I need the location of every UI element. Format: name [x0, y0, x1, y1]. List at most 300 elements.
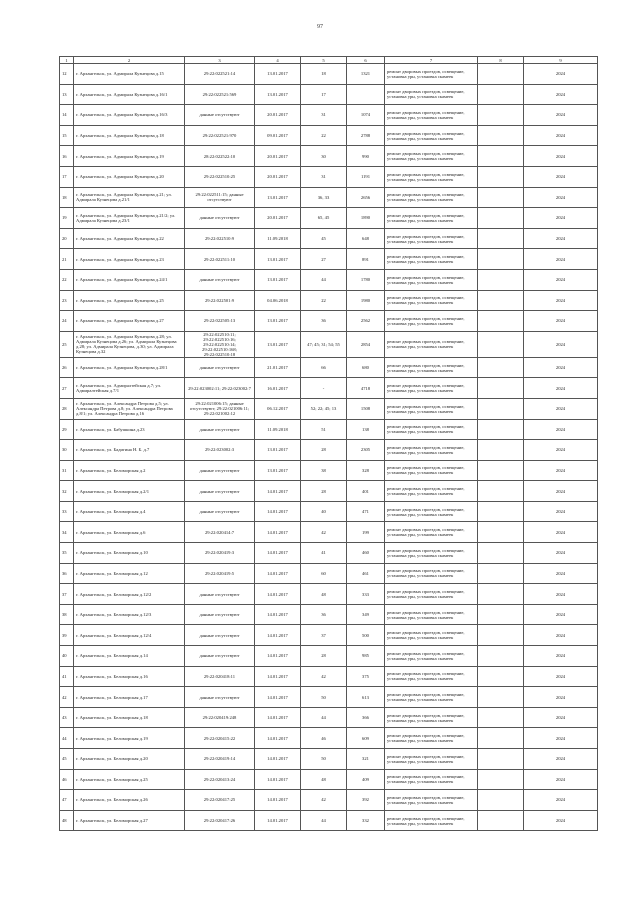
cell-wear-percent: 44 [301, 707, 347, 728]
cell-row-number: 40 [60, 646, 74, 667]
cell-date: 20.01.2017 [255, 146, 301, 167]
cell-date: 20.01.2017 [255, 208, 301, 229]
cell-row-number: 22 [60, 269, 74, 290]
cell-works: ремонт дворовых проездов, освещение, установка урн, установка скамеек [385, 707, 478, 728]
cell-year: 2024 [524, 419, 598, 440]
cell-note [478, 290, 524, 311]
table-row [60, 440, 598, 461]
cell-address: г. Архангельск, ул. Адмирала Кузнецова д.28; ул. Адмирала Кузнецова д.26; ул. Адмирала Кузнецова д.28; ул. Адмирала Кузнецова, д.30; ул. Адмирала Кузнецова д.32 [74, 331, 185, 357]
cell-cadastral-number: 29:22:020417:26 [185, 810, 255, 831]
cell-area: 409 [347, 769, 385, 790]
cell-row-number: 37 [60, 584, 74, 605]
cell-address: г. Архангельск, ул. Адмирала Кузнецова д.23 [74, 249, 185, 270]
cell-works: ремонт дворовых проездов, освещение, установка урн, установка скамеек [385, 187, 478, 208]
cell-year: 2024 [524, 604, 598, 625]
cell-year: 2024 [524, 249, 598, 270]
cell-works: ремонт дворовых проездов, освещение, установка урн, установка скамеек [385, 357, 478, 378]
cell-cadastral-number: 29:22:022511:10 [185, 249, 255, 270]
cell-year: 2024 [524, 728, 598, 749]
cell-cadastral-number: 29:22:023002:11; 29:22:023002:7 [185, 378, 255, 399]
cell-year: 2024 [524, 666, 598, 687]
cell-area: 2305 [347, 440, 385, 461]
cell-cadastral-number: данные отсутствуют [185, 687, 255, 708]
cell-year: 2024 [524, 311, 598, 332]
cell-cadastral-number: 29:22:022521:970 [185, 125, 255, 146]
cell-date: 11.09.2018 [255, 228, 301, 249]
cell-wear-percent: 30 [301, 146, 347, 167]
cell-year: 2024 [524, 228, 598, 249]
cell-row-number: 32 [60, 481, 74, 502]
cell-address: г. Архангельск, ул. Адмирала Кузнецова д.18 [74, 125, 185, 146]
cell-cadastral-number: 29:22:022505:13 [185, 311, 255, 332]
cell-note [478, 208, 524, 229]
cell-works: ремонт дворовых проездов, освещение, установка урн, установка скамеек [385, 125, 478, 146]
cell-address: г. Архангельск, ул. Беломорская д.10 [74, 543, 185, 564]
cell-works: ремонт дворовых проездов, освещение, установка урн, установка скамеек [385, 64, 478, 85]
cell-area: 609 [347, 728, 385, 749]
cell-works: ремонт дворовых проездов, освещение, установка урн, установка скамеек [385, 269, 478, 290]
table-header-row [60, 57, 598, 64]
cell-address: г. Архангельск, ул. Беломорская д.12 [74, 563, 185, 584]
cell-year: 2024 [524, 84, 598, 105]
table-row [60, 501, 598, 522]
cell-note [478, 460, 524, 481]
cell-area: 1508 [347, 398, 385, 419]
cell-year: 2024 [524, 543, 598, 564]
cell-row-number: 45 [60, 749, 74, 770]
table-row [60, 790, 598, 811]
table-row [60, 707, 598, 728]
cell-address: г. Архангельск, ул. Беломорская д.19 [74, 728, 185, 749]
cell-note [478, 146, 524, 167]
cell-wear-percent: 28 [301, 646, 347, 667]
table-row [60, 687, 598, 708]
cell-cadastral-number: 29:22:020414:7 [185, 522, 255, 543]
cell-works: ремонт дворовых проездов, освещение, установка урн, установка скамеек [385, 646, 478, 667]
cell-note [478, 187, 524, 208]
cell-works: ремонт дворовых проездов, освещение, установка урн, установка скамеек [385, 460, 478, 481]
cell-row-number: 30 [60, 440, 74, 461]
cell-note [478, 228, 524, 249]
cell-wear-percent: 60 [301, 563, 347, 584]
cell-area: 461 [347, 563, 385, 584]
cell-address: г. Архангельск, ул. Адмирала Кузнецова д.24/1 [74, 269, 185, 290]
table-row [60, 187, 598, 208]
cell-address: г. Архангельск, ул. Адмирала Кузнецова д.21/2; ул. Адмирала Кузнецова д.23/1 [74, 208, 185, 229]
cell-area: 1890 [347, 208, 385, 229]
cell-note [478, 584, 524, 605]
column-header-9: 9 [524, 57, 598, 64]
cell-address: г. Архангельск, ул. Беломорская д.17 [74, 687, 185, 708]
column-header-1: 1 [60, 57, 74, 64]
cell-address: г. Архангельск, ул. Адмирала Кузнецова д.16/3 [74, 105, 185, 126]
cell-cadastral-number: 29:22:020418:11 [185, 666, 255, 687]
cell-row-number: 44 [60, 728, 74, 749]
cell-note [478, 64, 524, 85]
cell-year: 2024 [524, 64, 598, 85]
column-header-4: 4 [255, 57, 301, 64]
cell-area: 4718 [347, 378, 385, 399]
cell-row-number: 35 [60, 543, 74, 564]
cell-note [478, 666, 524, 687]
cell-note [478, 481, 524, 502]
cell-area: 471 [347, 501, 385, 522]
cell-row-number: 31 [60, 460, 74, 481]
table-row [60, 666, 598, 687]
cell-works: ремонт дворовых проездов, освещение, установка урн, установка скамеек [385, 501, 478, 522]
cell-area: 990 [347, 146, 385, 167]
cell-year: 2024 [524, 269, 598, 290]
cell-works: ремонт дворовых проездов, освещение, установка урн, установка скамеек [385, 749, 478, 770]
cell-date: 13.01.2017 [255, 84, 301, 105]
cell-date: 14.01.2017 [255, 810, 301, 831]
cell-year: 2024 [524, 707, 598, 728]
cell-area: 138 [347, 419, 385, 440]
cell-works: ремонт дворовых проездов, освещение, установка урн, установка скамеек [385, 481, 478, 502]
table-row [60, 269, 598, 290]
cell-cadastral-number: 29:22:020417:25 [185, 790, 255, 811]
cell-note [478, 105, 524, 126]
column-header-5: 5 [301, 57, 347, 64]
cell-wear-percent: 17 [301, 84, 347, 105]
cell-cadastral-number: 29:22:022521:14 [185, 64, 255, 85]
cell-works: ремонт дворовых проездов, освещение, установка урн, установка скамеек [385, 166, 478, 187]
cell-date: 14.01.2017 [255, 769, 301, 790]
page-number: 97 [317, 24, 323, 30]
cell-works: ремонт дворовых проездов, освещение, установка урн, установка скамеек [385, 398, 478, 419]
cell-cadastral-number: 29:22:022510:25 [185, 166, 255, 187]
cell-address: г. Архангельск, ул. Беломорская д.6 [74, 522, 185, 543]
cell-note [478, 440, 524, 461]
cell-address: г. Архангельск, ул. Бадигина Н. Б. д.7 [74, 440, 185, 461]
cell-date: 14.01.2017 [255, 481, 301, 502]
cell-wear-percent: 66 [301, 357, 347, 378]
table-row [60, 810, 598, 831]
cell-wear-percent: 41 [301, 543, 347, 564]
table-row [60, 563, 598, 584]
table-row [60, 419, 598, 440]
cell-date: 13.01.2017 [255, 311, 301, 332]
cell-area: 2562 [347, 311, 385, 332]
cell-area: 392 [347, 790, 385, 811]
table-row [60, 646, 598, 667]
cell-area: 1780 [347, 269, 385, 290]
cell-note [478, 419, 524, 440]
cell-area: 1980 [347, 290, 385, 311]
cell-address: г. Архангельск, ул. Адмирала Кузнецова д.20 [74, 166, 185, 187]
cell-date: 11.09.2018 [255, 419, 301, 440]
cell-works: ремонт дворовых проездов, освещение, установка урн, установка скамеек [385, 604, 478, 625]
cell-wear-percent: 22 [301, 290, 347, 311]
cell-year: 2024 [524, 501, 598, 522]
cell-area: 332 [347, 810, 385, 831]
cell-wear-percent: 18 [301, 64, 347, 85]
cell-address: г. Архангельск, ул. Беломорская д.18 [74, 707, 185, 728]
cell-row-number: 21 [60, 249, 74, 270]
cell-wear-percent: 42 [301, 666, 347, 687]
table-row [60, 728, 598, 749]
cell-row-number: 36 [60, 563, 74, 584]
cell-cadastral-number: 29:22:020419:5 [185, 563, 255, 584]
cell-date: 13.01.2017 [255, 187, 301, 208]
cell-date: 14.01.2017 [255, 646, 301, 667]
cell-note [478, 166, 524, 187]
cell-address: г. Архангельск, ул. Беломорская д.26 [74, 790, 185, 811]
cell-date: 14.01.2017 [255, 707, 301, 728]
cell-date: 06.12.2017 [255, 398, 301, 419]
cell-cadastral-number: 29:22:022501:9 [185, 290, 255, 311]
cell-date: 14.01.2017 [255, 563, 301, 584]
cell-note [478, 522, 524, 543]
cell-note [478, 687, 524, 708]
cell-year: 2024 [524, 460, 598, 481]
cell-address: г. Архангельск, ул. Беломорская д.25 [74, 769, 185, 790]
cell-wear-percent: 31 [301, 166, 347, 187]
cell-address: г. Архангельск, ул. Беломорская д.2/1 [74, 481, 185, 502]
cell-wear-percent: 65, 45 [301, 208, 347, 229]
table-row [60, 604, 598, 625]
cell-year: 2024 [524, 481, 598, 502]
cell-area: 891 [347, 249, 385, 270]
cell-cadastral-number: данные отсутствуют [185, 604, 255, 625]
cell-works: ремонт дворовых проездов, освещение, установка урн, установка скамеек [385, 378, 478, 399]
cell-area [347, 84, 385, 105]
cell-area: 985 [347, 646, 385, 667]
cell-row-number: 41 [60, 666, 74, 687]
cell-cadastral-number: данные отсутствуют [185, 269, 255, 290]
cell-row-number: 17 [60, 166, 74, 187]
cell-works: ремонт дворовых проездов, освещение, установка урн, установка скамеек [385, 810, 478, 831]
cell-year: 2024 [524, 646, 598, 667]
cell-date: 14.01.2017 [255, 790, 301, 811]
cell-date: 13.01.2017 [255, 460, 301, 481]
cell-wear-percent: 50 [301, 687, 347, 708]
cell-works: ремонт дворовых проездов, освещение, установка урн, установка скамеек [385, 311, 478, 332]
table-row [60, 460, 598, 481]
cell-row-number: 38 [60, 604, 74, 625]
table-row [60, 290, 598, 311]
cell-row-number: 43 [60, 707, 74, 728]
cell-works: ремонт дворовых проездов, освещение, установка урн, установка скамеек [385, 728, 478, 749]
cell-date: 14.01.2017 [255, 604, 301, 625]
cell-note [478, 269, 524, 290]
cell-address: г. Архангельск, ул. Беломорская д.14 [74, 646, 185, 667]
cell-address: г. Архангельск, ул. Адмиралтейская д.7; ул. Адмиралтейская д.7/1 [74, 378, 185, 399]
table-row [60, 105, 598, 126]
cell-note [478, 707, 524, 728]
cell-area: 321 [347, 749, 385, 770]
cell-wear-percent: 44 [301, 810, 347, 831]
cell-note [478, 249, 524, 270]
table-row [60, 481, 598, 502]
cell-cadastral-number: данные отсутствуют [185, 460, 255, 481]
cell-row-number: 46 [60, 769, 74, 790]
cell-note [478, 625, 524, 646]
cell-date: 14.01.2017 [255, 501, 301, 522]
cell-year: 2024 [524, 522, 598, 543]
cell-row-number: 20 [60, 228, 74, 249]
cell-wear-percent: 36, 33 [301, 187, 347, 208]
cell-works: ремонт дворовых проездов, освещение, установка урн, установка скамеек [385, 625, 478, 646]
cell-cadastral-number: 29:22:020413:24 [185, 769, 255, 790]
cell-works: ремонт дворовых проездов, освещение, установка урн, установка скамеек [385, 543, 478, 564]
cell-year: 2024 [524, 187, 598, 208]
cell-row-number: 33 [60, 501, 74, 522]
cell-date: 13.01.2017 [255, 331, 301, 357]
cell-cadastral-number: 29:22:022521:569 [185, 84, 255, 105]
column-header-7: 7 [385, 57, 478, 64]
cell-note [478, 378, 524, 399]
cell-row-number: 16 [60, 146, 74, 167]
column-header-6: 6 [347, 57, 385, 64]
cell-address: г. Архангельск, ул. Адмирала Кузнецова д.22 [74, 228, 185, 249]
cell-address: г. Архангельск, ул. Адмирала Кузнецова д.21; ул. Адмирала Кузнецова д.21/1 [74, 187, 185, 208]
cell-area: 1191 [347, 166, 385, 187]
cell-area: 349 [347, 604, 385, 625]
cell-works: ремонт дворовых проездов, освещение, установка урн, установка скамеек [385, 790, 478, 811]
cell-wear-percent: 42 [301, 522, 347, 543]
cell-cadastral-number: данные отсутствуют [185, 584, 255, 605]
cell-row-number: 42 [60, 687, 74, 708]
cell-year: 2024 [524, 105, 598, 126]
cell-year: 2024 [524, 749, 598, 770]
column-header-3: 3 [185, 57, 255, 64]
cell-row-number: 47 [60, 790, 74, 811]
cell-wear-percent: 37 [301, 625, 347, 646]
cell-address: г. Архангельск, ул. Беломорская д.20 [74, 749, 185, 770]
table-row [60, 166, 598, 187]
cell-row-number: 26 [60, 357, 74, 378]
cell-works: ремонт дворовых проездов, освещение, установка урн, установка скамеек [385, 146, 478, 167]
cell-date: 13.01.2017 [255, 64, 301, 85]
cell-area: 2656 [347, 187, 385, 208]
cell-year: 2024 [524, 331, 598, 357]
cell-note [478, 398, 524, 419]
table-row [60, 357, 598, 378]
cell-row-number: 18 [60, 187, 74, 208]
cell-year: 2024 [524, 208, 598, 229]
cell-note [478, 331, 524, 357]
cell-works: ремонт дворовых проездов, освещение, установка урн, установка скамеек [385, 84, 478, 105]
cell-date: 16.01.2017 [255, 378, 301, 399]
cell-area: 2854 [347, 331, 385, 357]
cell-cadastral-number: 29:22:022510:9 [185, 228, 255, 249]
cell-date: 14.01.2017 [255, 522, 301, 543]
cell-row-number: 25 [60, 331, 74, 357]
cell-area: 1074 [347, 105, 385, 126]
cell-wear-percent: 36 [301, 604, 347, 625]
cell-cadastral-number: 29:22:020419:248 [185, 707, 255, 728]
cell-date: 20.01.2017 [255, 166, 301, 187]
cell-year: 2024 [524, 810, 598, 831]
cell-cadastral-number: 29:22:020419:3 [185, 543, 255, 564]
cell-wear-percent: 27 [301, 249, 347, 270]
cell-year: 2024 [524, 440, 598, 461]
cell-works: ремонт дворовых проездов, освещение, установка урн, установка скамеек [385, 563, 478, 584]
cell-wear-percent: 38 [301, 460, 347, 481]
cell-note [478, 790, 524, 811]
cell-address: г. Архангельск, ул. Адмирала Кузнецова д.28/1 [74, 357, 185, 378]
cell-area: 328 [347, 460, 385, 481]
cell-area: 680 [347, 357, 385, 378]
cell-address: г. Архангельск, ул. Адмирала Кузнецова д.25 [74, 290, 185, 311]
cell-date: 14.01.2017 [255, 749, 301, 770]
cell-note [478, 563, 524, 584]
cell-wear-percent: 31 [301, 105, 347, 126]
cell-note [478, 604, 524, 625]
cell-cadastral-number: 29:22:020419:14 [185, 749, 255, 770]
cell-cadastral-number: данные отсутствуют [185, 105, 255, 126]
cell-works: ремонт дворовых проездов, освещение, установка урн, установка скамеек [385, 522, 478, 543]
table-row [60, 378, 598, 399]
table-row [60, 522, 598, 543]
cell-wear-percent: 36 [301, 311, 347, 332]
cell-works: ремонт дворовых проездов, освещение, установка урн, установка скамеек [385, 249, 478, 270]
cell-date: 13.01.2017 [255, 440, 301, 461]
table-body [60, 64, 598, 831]
cell-area: 366 [347, 707, 385, 728]
cell-row-number: 24 [60, 311, 74, 332]
cell-date: 13.01.2017 [255, 249, 301, 270]
cell-wear-percent: 22 [301, 125, 347, 146]
cell-area: 500 [347, 625, 385, 646]
cell-year: 2024 [524, 166, 598, 187]
cell-works: ремонт дворовых проездов, освещение, установка урн, установка скамеек [385, 228, 478, 249]
cell-row-number: 39 [60, 625, 74, 646]
cell-area: 375 [347, 666, 385, 687]
cell-address: г. Архангельск, ул. Беломорская д.12/4 [74, 625, 185, 646]
cell-date: 21.01.2017 [255, 357, 301, 378]
cell-wear-percent: 47; 45; 31; 54; 55 [301, 331, 347, 357]
cell-date: 13.01.2017 [255, 269, 301, 290]
cell-year: 2024 [524, 146, 598, 167]
cell-address: г. Архангельск, ул. Беломорская д.12/2 [74, 584, 185, 605]
table-row [60, 398, 598, 419]
cell-year: 2024 [524, 584, 598, 605]
cell-address: г. Архангельск, ул. Адмирала Кузнецова д.15 [74, 64, 185, 85]
cell-wear-percent: 48 [301, 769, 347, 790]
cell-row-number: 14 [60, 105, 74, 126]
cell-note [478, 769, 524, 790]
cell-year: 2024 [524, 398, 598, 419]
cell-works: ремонт дворовых проездов, освещение, установка урн, установка скамеек [385, 331, 478, 357]
cell-works: ремонт дворовых проездов, освещение, установка урн, установка скамеек [385, 769, 478, 790]
cell-year: 2024 [524, 563, 598, 584]
cell-area: 199 [347, 522, 385, 543]
registry-table [59, 56, 598, 831]
cell-year: 2024 [524, 687, 598, 708]
cell-area: 333 [347, 584, 385, 605]
cell-works: ремонт дворовых проездов, освещение, установка урн, установка скамеек [385, 290, 478, 311]
cell-address: г. Архангельск, ул. Беломорская д.2 [74, 460, 185, 481]
table-row [60, 228, 598, 249]
cell-year: 2024 [524, 125, 598, 146]
cell-works: ремонт дворовых проездов, освещение, установка урн, установка скамеек [385, 208, 478, 229]
cell-note [478, 125, 524, 146]
cell-wear-percent: 42 [301, 790, 347, 811]
cell-address: г. Архангельск, ул. Беломорская д.4 [74, 501, 185, 522]
cell-works: ремонт дворовых проездов, освещение, установка урн, установка скамеек [385, 687, 478, 708]
cell-address: г. Архангельск, ул. Адмирала Кузнецова д.16/1 [74, 84, 185, 105]
cell-area: 2788 [347, 125, 385, 146]
cell-row-number: 34 [60, 522, 74, 543]
cell-wear-percent: 28 [301, 481, 347, 502]
table-row [60, 625, 598, 646]
cell-row-number: 12 [60, 64, 74, 85]
cell-note [478, 311, 524, 332]
table-row [60, 249, 598, 270]
cell-address: г. Архангельск, ул. Бабушкина д.23 [74, 419, 185, 440]
